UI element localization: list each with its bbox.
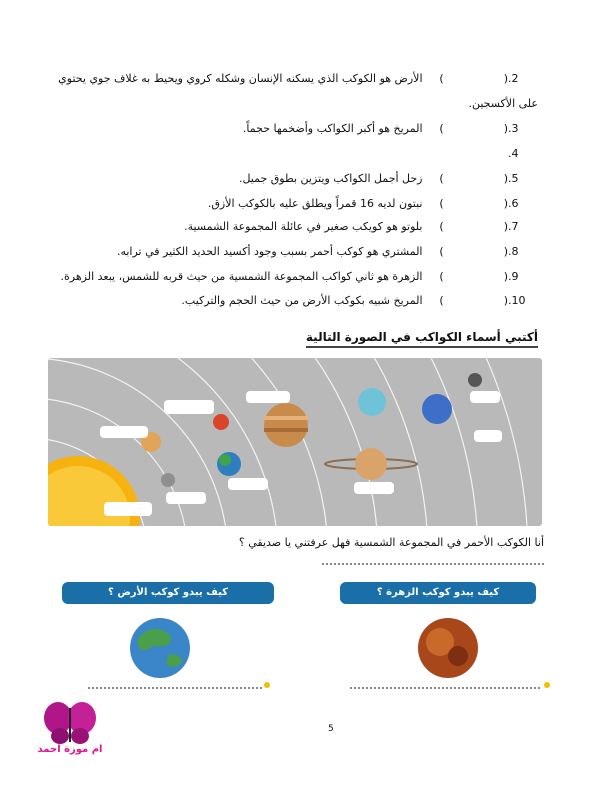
- answer-parens[interactable]: ( ): [439, 220, 508, 233]
- venus-image: [400, 614, 496, 678]
- planet-label-box[interactable]: [228, 478, 268, 490]
- question-number: .3: [508, 122, 519, 135]
- mercury-icon: [161, 473, 175, 487]
- question-number: .7: [508, 220, 519, 233]
- answer-parens[interactable]: ( ): [439, 245, 508, 258]
- question-10: [181, 294, 538, 307]
- answer-parens[interactable]: ( ): [439, 72, 508, 85]
- answer-parens[interactable]: ( ): [439, 197, 508, 210]
- question-number: .2: [508, 72, 519, 85]
- question-4: [508, 147, 538, 160]
- question-9: [61, 270, 538, 283]
- logo-text: ام موزة احمد: [37, 744, 103, 755]
- question-text: الزهرة هو ثاني كواكب المجموعة الشمسية من حيث قربه للشمس، يبعد الزهرة.: [60, 270, 423, 283]
- solar-system-image: [48, 358, 542, 526]
- question-6: [208, 197, 538, 210]
- red-planet-question: أنا الكوكب الأحمر في المجموعة الشمسية فهل عرفتني يا صديقي ؟: [238, 536, 544, 549]
- venus-banner: كيف يبدو كوكب الزهرة ؟: [340, 582, 536, 604]
- question-text: بلوتو هو كويكب صغير في عائلة المجموعة الشمسية.: [184, 220, 423, 233]
- pluto-icon: [468, 373, 482, 387]
- question-text: المشتري هو كوكب أحمر بسبب وجود أكسيد الحديد الكثير في ترابه.: [116, 245, 423, 258]
- bullet-icon: [264, 682, 270, 688]
- saturn-icon: [355, 448, 387, 480]
- question-number: .8: [508, 245, 519, 258]
- answer-parens[interactable]: ( ): [439, 294, 508, 307]
- bullet-icon: [544, 682, 550, 688]
- question-number: .9: [508, 270, 519, 283]
- question-number: .4: [508, 147, 519, 160]
- question-8: [117, 245, 538, 258]
- logo: [30, 700, 110, 760]
- question-2: [58, 72, 538, 85]
- solar-system-svg: [48, 358, 542, 526]
- question-2-continuation: على الأكسجين.: [468, 97, 538, 110]
- earth-banner: كيف يبدو كوكب الأرض ؟: [62, 582, 274, 604]
- answer-parens[interactable]: ( ): [439, 270, 508, 283]
- question-number: .10: [508, 294, 526, 307]
- page-number: 5: [328, 724, 334, 734]
- planet-label-box[interactable]: [104, 502, 152, 516]
- mars-small-icon: [213, 414, 229, 430]
- uranus-icon: [358, 388, 386, 416]
- question-text: المريخ شبيه بكوكب الأرض من حيث الحجم والتركيب.: [181, 294, 423, 307]
- jupiter-icon: [264, 403, 308, 447]
- earth-icon: [112, 612, 208, 678]
- question-number: .6: [508, 197, 519, 210]
- question-text: زحل أجمل الكواكب ويتزين بطوق جميل.: [238, 172, 423, 185]
- planet-label-box[interactable]: [166, 492, 206, 504]
- planet-label-box[interactable]: [164, 400, 214, 414]
- planet-label-box[interactable]: [470, 391, 500, 403]
- question-5: [239, 172, 538, 185]
- question-number: .5: [508, 172, 519, 185]
- section-title: أكتبي أسماء الكواكب في الصورة التالية: [306, 330, 538, 348]
- earth-answer-line[interactable]: [88, 687, 262, 689]
- planet-label-box[interactable]: [474, 430, 502, 442]
- venus-answer-line[interactable]: [350, 687, 540, 689]
- answer-parens[interactable]: ( ): [439, 122, 508, 135]
- question-text: نبتون لديه 16 قمراً ويطلق عليه بالكوكب الأزق.: [207, 197, 423, 210]
- answer-parens[interactable]: ( ): [439, 172, 508, 185]
- neptune-icon: [422, 394, 452, 424]
- question-text: الأرض هو الكوكب الذي يسكنه الإنسان وشكله كروي ويحيط به غلاف جوي يحتوي: [58, 72, 423, 85]
- planet-label-box[interactable]: [354, 482, 394, 494]
- question-3: [243, 122, 538, 135]
- venus-icon: [400, 614, 496, 678]
- butterfly-icon: [30, 700, 110, 746]
- answer-dotted-line[interactable]: [322, 563, 544, 565]
- planet-label-box[interactable]: [246, 391, 290, 403]
- question-text: المريخ هو أكبر الكواكب وأضخمها حجماً.: [242, 122, 423, 135]
- earth-image: [112, 612, 208, 678]
- question-7: [184, 220, 538, 233]
- planet-label-box[interactable]: [100, 426, 148, 438]
